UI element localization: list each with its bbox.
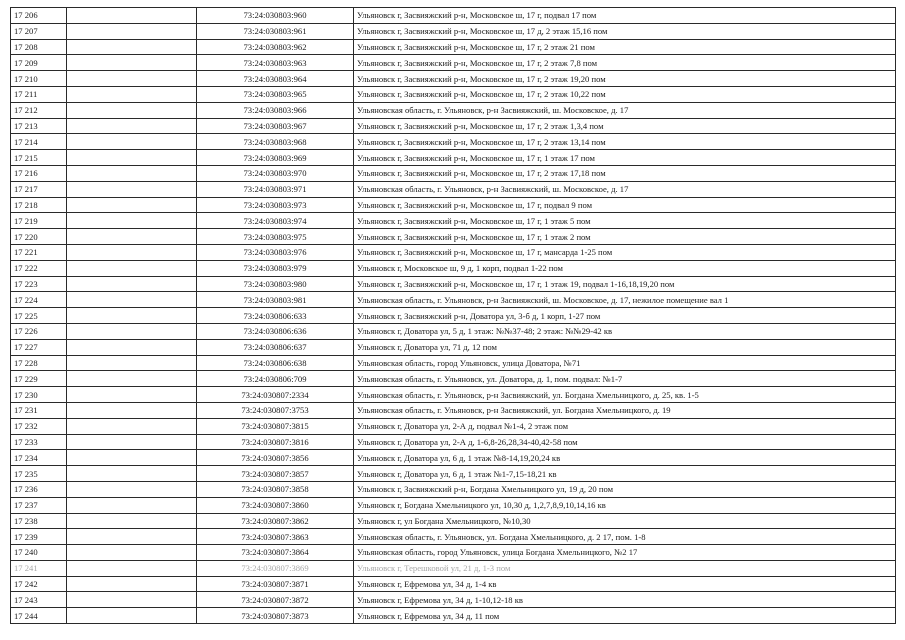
cadastral-number-cell: 73:24:030803:971 (197, 181, 354, 197)
row-number-cell: 17 226 (11, 323, 67, 339)
row-number-cell: 17 239 (11, 529, 67, 545)
address-cell: Ульяновск г, Ефремова ул, 34 д, 1-4 кв (354, 576, 896, 592)
address-cell: Ульяновск г, Богдана Хмельницкого ул, 10,30 д, 1,2,7,8,9,10,14,16 кв (354, 497, 896, 513)
cadastral-number-cell: 73:24:030807:3872 (197, 592, 354, 608)
row-number-cell: 17 228 (11, 355, 67, 371)
table-row (11, 529, 896, 545)
table-row (11, 466, 896, 482)
cadastral-number-cell: 73:24:030803:979 (197, 260, 354, 276)
cadastral-number-cell: 73:24:030807:3871 (197, 576, 354, 592)
table-row (11, 181, 896, 197)
table-row (11, 213, 896, 229)
address-cell: Ульяновск г, Московское ш, 9 д, 1 корп, подвал 1-22 пом (354, 260, 896, 276)
empty-cell (67, 71, 197, 87)
table-row (11, 402, 896, 418)
empty-cell (67, 576, 197, 592)
empty-cell (67, 86, 197, 102)
cadastral-number-cell: 73:24:030807:3869 (197, 560, 354, 576)
table-row (11, 8, 896, 24)
row-number-cell: 17 211 (11, 86, 67, 102)
table-row (11, 276, 896, 292)
address-cell: Ульяновск г, Засвияжский р-н, Московское ш, 17 г, 2 этаж 13,14 пом (354, 134, 896, 150)
address-cell: Ульяновская область, г. Ульяновск, р-н Засвияжский, ул. Богдана Хмельницкого, д. 19 (354, 402, 896, 418)
empty-cell (67, 102, 197, 118)
empty-cell (67, 513, 197, 529)
empty-cell (67, 608, 197, 624)
address-cell: Ульяновск г, Засвияжский р-н, Богдана Хмельницкого ул, 19 д, 20 пом (354, 481, 896, 497)
address-cell: Ульяновск г, Засвияжский р-н, Московское ш, 17 г, 2 этаж 1,3,4 пом (354, 118, 896, 134)
cadastral-number-cell: 73:24:030803:967 (197, 118, 354, 134)
row-number-cell: 17 235 (11, 466, 67, 482)
empty-cell (67, 213, 197, 229)
address-cell: Ульяновск г, Засвияжский р-н, Московское ш, 17 г, мансарда 1-25 пом (354, 244, 896, 260)
row-number-cell: 17 208 (11, 39, 67, 55)
empty-cell (67, 260, 197, 276)
address-cell: Ульяновск г, Засвияжский р-н, Московское ш, 17 г, 2 этаж 10,22 пом (354, 86, 896, 102)
table-row (11, 497, 896, 513)
empty-cell (67, 355, 197, 371)
cadastral-number-cell: 73:24:030803:966 (197, 102, 354, 118)
table-row (11, 23, 896, 39)
row-number-cell: 17 212 (11, 102, 67, 118)
address-cell: Ульяновская область, город Ульяновск, улица Богдана Хмельницкого, №2 17 (354, 545, 896, 561)
address-cell: Ульяновская область, г. Ульяновск, р-н Засвияжский, ш. Московское, д. 17, нежилое помещение вал 1 (354, 292, 896, 308)
address-cell: Ульяновск г, Засвияжский р-н, Московское ш, 17 г, 1 этаж 5 пом (354, 213, 896, 229)
registry-table (10, 7, 896, 624)
row-number-cell: 17 220 (11, 229, 67, 245)
table-row (11, 418, 896, 434)
empty-cell (67, 134, 197, 150)
row-number-cell: 17 206 (11, 8, 67, 24)
table-row (11, 71, 896, 87)
cadastral-number-cell: 73:24:030807:3816 (197, 434, 354, 450)
empty-cell (67, 150, 197, 166)
cadastral-number-cell: 73:24:030806:636 (197, 323, 354, 339)
empty-cell (67, 229, 197, 245)
table-row (11, 165, 896, 181)
empty-cell (67, 592, 197, 608)
address-cell: Ульяновская область, г. Ульяновск, р-н Засвияжский, ул. Богдана Хмельницкого, д. 25, кв. 1-5 (354, 387, 896, 403)
address-cell: Ульяновск г, Ефремова ул, 34 д, 1-10,12-18 кв (354, 592, 896, 608)
row-number-cell: 17 231 (11, 402, 67, 418)
cadastral-number-cell: 73:24:030807:3873 (197, 608, 354, 624)
empty-cell (67, 339, 197, 355)
table-row (11, 355, 896, 371)
row-number-cell: 17 243 (11, 592, 67, 608)
table-row (11, 260, 896, 276)
cadastral-number-cell: 73:24:030803:961 (197, 23, 354, 39)
cadastral-number-cell: 73:24:030807:3856 (197, 450, 354, 466)
row-number-cell: 17 238 (11, 513, 67, 529)
cadastral-number-cell: 73:24:030803:973 (197, 197, 354, 213)
row-number-cell: 17 233 (11, 434, 67, 450)
cadastral-number-cell: 73:24:030803:970 (197, 165, 354, 181)
address-cell: Ульяновск г, Засвияжский р-н, Московское ш, 17 д, 2 этаж 15,16 пом (354, 23, 896, 39)
empty-cell (67, 402, 197, 418)
registry-rows (11, 8, 896, 624)
address-cell: Ульяновск г, Доватора ул, 2-А д, подвал №1-4, 2 этаж пом (354, 418, 896, 434)
row-number-cell: 17 236 (11, 481, 67, 497)
row-number-cell: 17 232 (11, 418, 67, 434)
table-row (11, 39, 896, 55)
table-row (11, 229, 896, 245)
cadastral-number-cell: 73:24:030807:3815 (197, 418, 354, 434)
address-cell: Ульяновская область, город Ульяновск, улица Доватора, №71 (354, 355, 896, 371)
table-row (11, 450, 896, 466)
row-number-cell: 17 240 (11, 545, 67, 561)
table-row (11, 292, 896, 308)
row-number-cell: 17 207 (11, 23, 67, 39)
cadastral-number-cell: 73:24:030807:3753 (197, 402, 354, 418)
table-row (11, 513, 896, 529)
cadastral-number-cell: 73:24:030806:637 (197, 339, 354, 355)
empty-cell (67, 244, 197, 260)
address-cell: Ульяновск г, Доватора ул, 71 д, 12 пом (354, 339, 896, 355)
empty-cell (67, 545, 197, 561)
table-row (11, 371, 896, 387)
empty-cell (67, 8, 197, 24)
row-number-cell: 17 216 (11, 165, 67, 181)
cadastral-number-cell: 73:24:030803:964 (197, 71, 354, 87)
row-number-cell: 17 223 (11, 276, 67, 292)
address-cell: Ульяновск г, Засвияжский р-н, Московское ш, 17 г, подвал 17 пом (354, 8, 896, 24)
address-cell: Ульяновская область, г. Ульяновск, ул. Доватора, д. 1, пом. подвал: №1-7 (354, 371, 896, 387)
row-number-cell: 17 217 (11, 181, 67, 197)
empty-cell (67, 466, 197, 482)
empty-cell (67, 197, 197, 213)
row-number-cell: 17 241 (11, 560, 67, 576)
row-number-cell: 17 213 (11, 118, 67, 134)
empty-cell (67, 434, 197, 450)
table-row (11, 545, 896, 561)
address-cell: Ульяновск г, Засвияжский р-н, Московское ш, 17 г, 2 этаж 7,8 пом (354, 55, 896, 71)
row-number-cell: 17 244 (11, 608, 67, 624)
address-cell: Ульяновск г, Засвияжский р-н, Московское ш, 17 г, 1 этаж 17 пом (354, 150, 896, 166)
table-row (11, 86, 896, 102)
address-cell: Ульяновск г, ул Богдана Хмельницкого, №10,30 (354, 513, 896, 529)
address-cell: Ульяновск г, Засвияжский р-н, Московское ш, 17 г, 1 этаж 19, подвал 1-16,18,19,20 пом (354, 276, 896, 292)
row-number-cell: 17 209 (11, 55, 67, 71)
table-row (11, 434, 896, 450)
row-number-cell: 17 215 (11, 150, 67, 166)
empty-cell (67, 165, 197, 181)
cadastral-number-cell: 73:24:030807:3860 (197, 497, 354, 513)
empty-cell (67, 481, 197, 497)
table-row (11, 150, 896, 166)
address-cell: Ульяновская область, г. Ульяновск, р-н Засвияжский, ш. Московское, д. 17 (354, 102, 896, 118)
row-number-cell: 17 225 (11, 308, 67, 324)
empty-cell (67, 323, 197, 339)
table-row (11, 308, 896, 324)
cadastral-number-cell: 73:24:030803:962 (197, 39, 354, 55)
address-cell: Ульяновск г, Доватора ул, 2-А д, 1-6,8-26,28,34-40,42-58 пом (354, 434, 896, 450)
table-row (11, 118, 896, 134)
cadastral-number-cell: 73:24:030807:3857 (197, 466, 354, 482)
row-number-cell: 17 214 (11, 134, 67, 150)
empty-cell (67, 23, 197, 39)
cadastral-number-cell: 73:24:030803:960 (197, 8, 354, 24)
row-number-cell: 17 242 (11, 576, 67, 592)
cadastral-number-cell: 73:24:030803:965 (197, 86, 354, 102)
empty-cell (67, 292, 197, 308)
table-row (11, 560, 896, 576)
table-row (11, 481, 896, 497)
cadastral-number-cell: 73:24:030807:3863 (197, 529, 354, 545)
cadastral-number-cell: 73:24:030803:969 (197, 150, 354, 166)
cadastral-number-cell: 73:24:030806:633 (197, 308, 354, 324)
address-cell: Ульяновск г, Засвияжский р-н, Московское ш, 17 г, подвал 9 пом (354, 197, 896, 213)
cadastral-number-cell: 73:24:030803:976 (197, 244, 354, 260)
cadastral-number-cell: 73:24:030806:638 (197, 355, 354, 371)
row-number-cell: 17 218 (11, 197, 67, 213)
cadastral-number-cell: 73:24:030803:963 (197, 55, 354, 71)
address-cell: Ульяновск г, Ефремова ул, 34 д, 11 пом (354, 608, 896, 624)
address-cell: Ульяновск г, Доватора ул, 6 д, 1 этаж №1-7,15-18,21 кв (354, 466, 896, 482)
row-number-cell: 17 230 (11, 387, 67, 403)
table-row (11, 102, 896, 118)
cadastral-number-cell: 73:24:030807:3858 (197, 481, 354, 497)
address-cell: Ульяновск г, Засвияжский р-н, Московское ш, 17 г, 2 этаж 19,20 пом (354, 71, 896, 87)
table-row (11, 323, 896, 339)
table-row (11, 55, 896, 71)
address-cell: Ульяновск г, Засвияжский р-н, Доватора ул, 3-б д, 1 корп, 1-27 пом (354, 308, 896, 324)
table-row (11, 387, 896, 403)
empty-cell (67, 560, 197, 576)
row-number-cell: 17 237 (11, 497, 67, 513)
cadastral-number-cell: 73:24:030803:975 (197, 229, 354, 245)
cadastral-number-cell: 73:24:030807:3862 (197, 513, 354, 529)
empty-cell (67, 371, 197, 387)
cadastral-number-cell: 73:24:030803:980 (197, 276, 354, 292)
address-cell: Ульяновск г, Засвияжский р-н, Московское ш, 17 г, 1 этаж 2 пом (354, 229, 896, 245)
cadastral-number-cell: 73:24:030803:981 (197, 292, 354, 308)
cadastral-number-cell: 73:24:030807:2334 (197, 387, 354, 403)
empty-cell (67, 55, 197, 71)
empty-cell (67, 39, 197, 55)
table-row (11, 608, 896, 624)
address-cell: Ульяновск г, Засвияжский р-н, Московское ш, 17 г, 2 этаж 17,18 пом (354, 165, 896, 181)
row-number-cell: 17 222 (11, 260, 67, 276)
cadastral-number-cell: 73:24:030803:968 (197, 134, 354, 150)
table-row (11, 244, 896, 260)
address-cell: Ульяновск г, Доватора ул, 6 д, 1 этаж №8-14,19,20,24 кв (354, 450, 896, 466)
address-cell: Ульяновск г, Доватора ул, 5 д, 1 этаж: №№37-48; 2 этаж: №№29-42 кв (354, 323, 896, 339)
table-row (11, 197, 896, 213)
empty-cell (67, 387, 197, 403)
cadastral-number-cell: 73:24:030803:974 (197, 213, 354, 229)
empty-cell (67, 308, 197, 324)
empty-cell (67, 118, 197, 134)
row-number-cell: 17 224 (11, 292, 67, 308)
address-cell: Ульяновск г, Засвияжский р-н, Московское ш, 17 г, 2 этаж 21 пом (354, 39, 896, 55)
cadastral-number-cell: 73:24:030807:3864 (197, 545, 354, 561)
empty-cell (67, 418, 197, 434)
row-number-cell: 17 234 (11, 450, 67, 466)
address-cell: Ульяновская область, г. Ульяновск, ул. Богдана Хмельницкого, д. 2 17, пом. 1-8 (354, 529, 896, 545)
row-number-cell: 17 229 (11, 371, 67, 387)
table-row (11, 339, 896, 355)
address-cell: Ульяновск г, Терешковой ул, 21 д, 1-3 пом (354, 560, 896, 576)
empty-cell (67, 181, 197, 197)
row-number-cell: 17 221 (11, 244, 67, 260)
empty-cell (67, 276, 197, 292)
row-number-cell: 17 227 (11, 339, 67, 355)
empty-cell (67, 529, 197, 545)
empty-cell (67, 450, 197, 466)
address-cell: Ульяновская область, г. Ульяновск, р-н Засвияжский, ш. Московское, д. 17 (354, 181, 896, 197)
empty-cell (67, 497, 197, 513)
table-row (11, 592, 896, 608)
table-row (11, 134, 896, 150)
cadastral-number-cell: 73:24:030806:709 (197, 371, 354, 387)
row-number-cell: 17 219 (11, 213, 67, 229)
row-number-cell: 17 210 (11, 71, 67, 87)
table-row (11, 576, 896, 592)
